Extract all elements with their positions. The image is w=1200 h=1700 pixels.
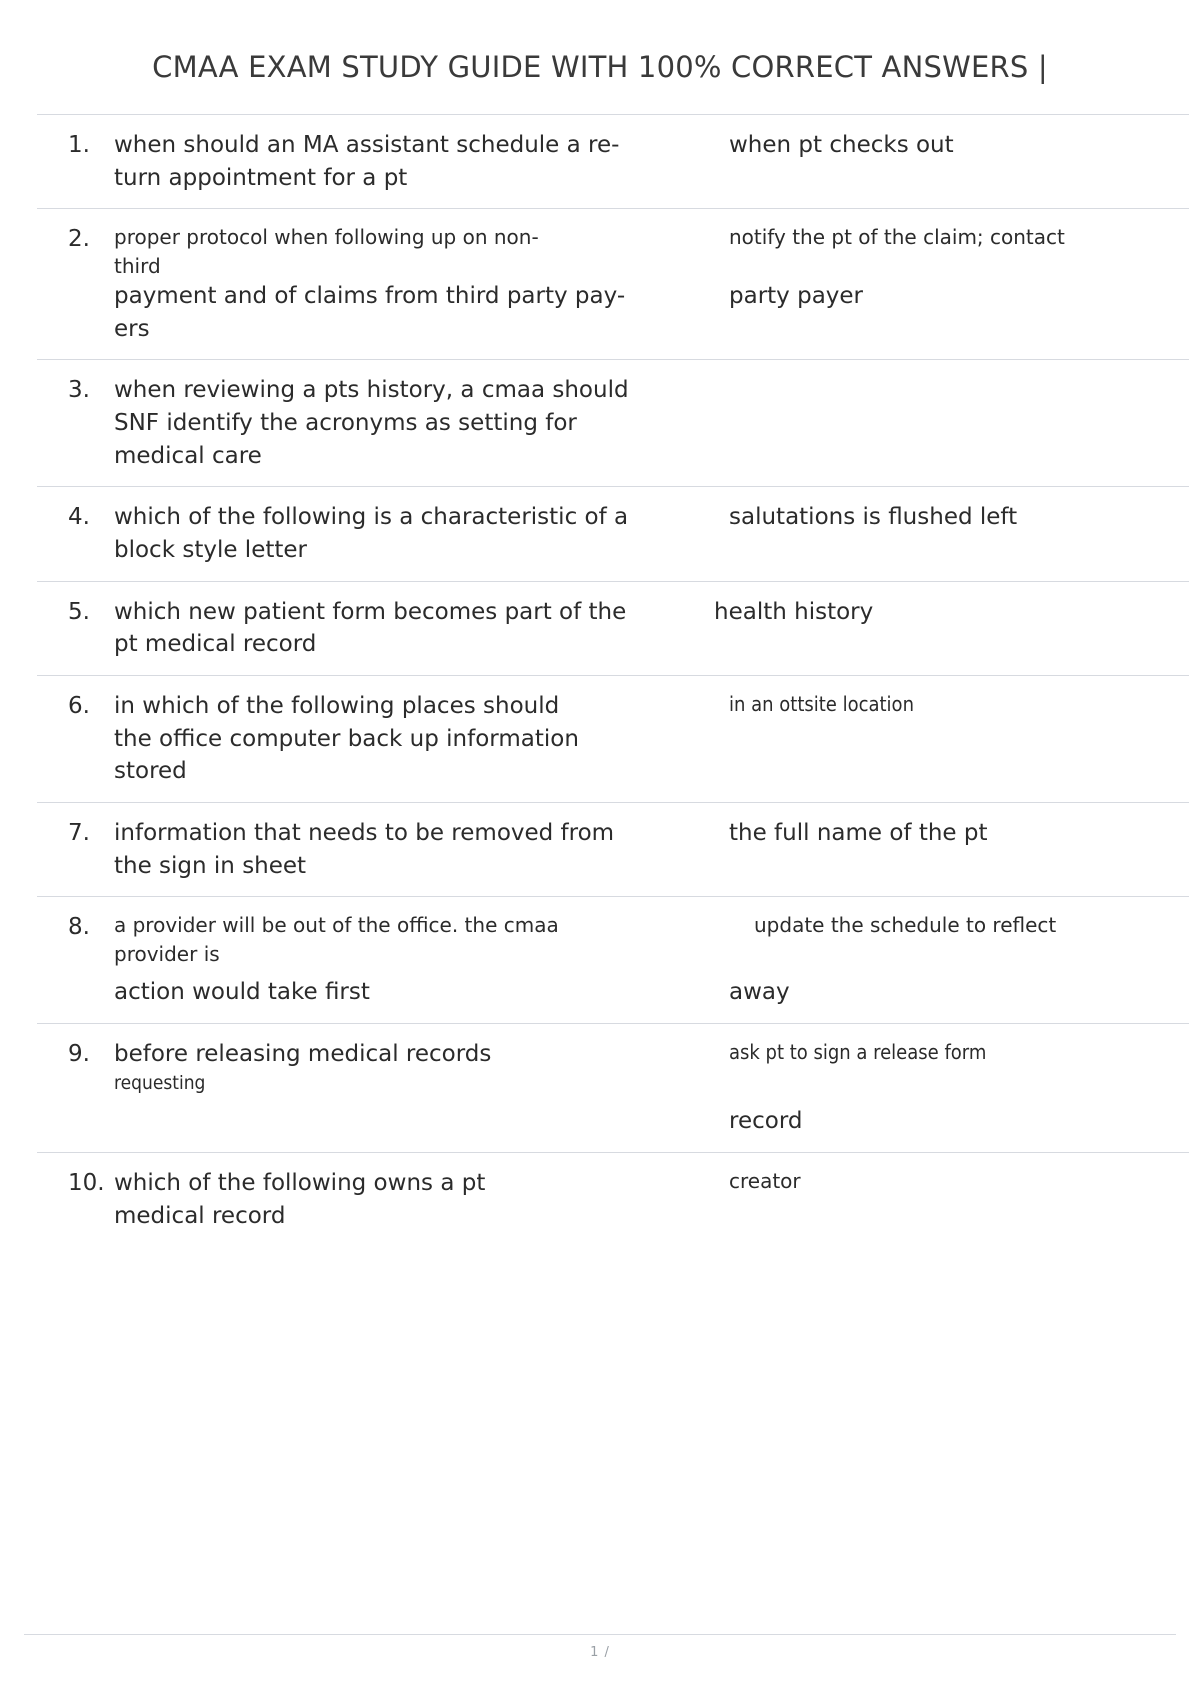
question-line: stored [114, 758, 187, 785]
qa-item [62, 1153, 1138, 1246]
qa-item [62, 897, 1138, 1022]
question-line: third [114, 253, 161, 278]
item-number: 4. [68, 504, 90, 531]
qa-item [62, 676, 1138, 802]
qa-item [62, 1024, 1138, 1152]
qa-item [62, 582, 1138, 675]
question-line: medical record [114, 1202, 286, 1229]
qa-item [62, 115, 1138, 208]
item-number: 10. [68, 1170, 105, 1196]
item-number: 6. [68, 693, 90, 719]
question-line: pt medical record [114, 631, 317, 658]
answer-line: ask pt to sign a release form [729, 1039, 987, 1064]
item-number: 5. [68, 598, 90, 625]
answer-line: notify the pt of the claim; contact [729, 225, 1065, 250]
page-footer [0, 1634, 1200, 1660]
question-line: turn appointment for a pt [114, 164, 408, 191]
item-number: 1. [68, 132, 90, 158]
question-line: payment and of claims from third party pay- [114, 283, 626, 310]
question-line: the office computer back up information [114, 725, 579, 752]
answer-line: away [729, 979, 790, 1006]
question-line: before releasing medical records [114, 1040, 492, 1067]
answer-line: in an ottsite location [729, 692, 914, 716]
question-line: when should an MA assistant schedule a re- [114, 132, 620, 158]
question-line: medical care [114, 442, 262, 469]
question-line: a provider will be out of the office. the cmaa [114, 913, 559, 938]
qa-item [62, 803, 1138, 896]
question-line: block style letter [114, 537, 307, 564]
page-title: CMAA EXAM STUDY GUIDE WITH 100% CORRECT ANSWERS | [152, 50, 1048, 84]
qa-item [62, 487, 1138, 580]
question-line: when reviewing a pts history, a cmaa should [114, 377, 629, 404]
answer-line: party payer [729, 283, 864, 310]
question-line: ers [114, 315, 150, 342]
question-line: action would take first [114, 979, 370, 1006]
answer-line: record [729, 1108, 803, 1135]
qa-item [62, 209, 1138, 359]
answer-line: salutations is flushed left [729, 504, 1018, 531]
question-line: SNF identify the acronyms as setting for [114, 410, 577, 437]
question-line: the sign in sheet [114, 852, 307, 879]
answer-line: update the schedule to reflect [754, 913, 1057, 938]
footer-divider [24, 1634, 1176, 1635]
answer-line: creator [729, 1169, 801, 1193]
item-number: 7. [68, 819, 90, 846]
question-line: information that needs to be removed from [114, 819, 615, 846]
page-number: 1 / [590, 1645, 610, 1660]
question-line: which of the following is a characteristic of a [114, 504, 629, 531]
item-number: 9. [68, 1040, 90, 1067]
question-line: provider is [114, 941, 220, 966]
question-line: proper protocol when following up on non- [114, 225, 539, 250]
question-line: in which of the following places should [114, 693, 560, 719]
answer-line: health history [714, 598, 874, 625]
answer-line: the full name of the pt [729, 819, 988, 846]
question-line: requesting [114, 1072, 206, 1095]
question-line: which of the following owns a pt [114, 1170, 486, 1196]
qa-item [62, 360, 1138, 486]
item-number: 2. [68, 226, 90, 253]
question-line: which new patient form becomes part of the [114, 598, 627, 625]
item-number: 8. [68, 914, 90, 941]
answer-line: when pt checks out [729, 132, 954, 158]
item-number: 3. [68, 377, 90, 404]
